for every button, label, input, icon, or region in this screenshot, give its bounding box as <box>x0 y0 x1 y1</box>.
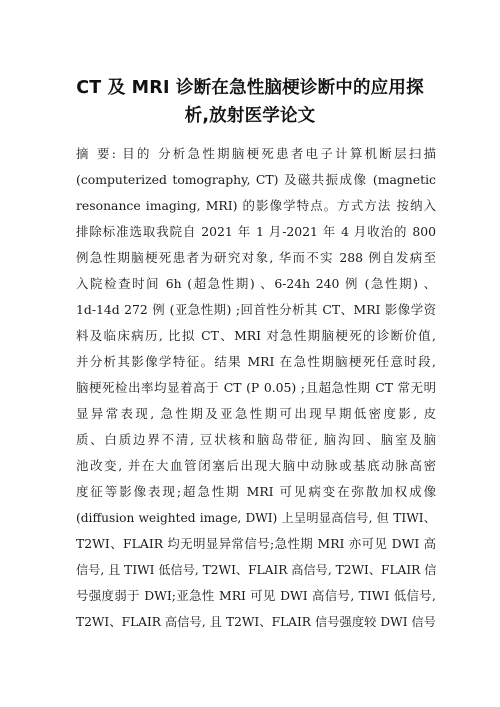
abstract-line-17: 信号, 且 TIWI 低信号, T2WI、FLAIR 高信号, T2WI、FLAIR 信 <box>76 563 437 577</box>
document-title-line-2: 析,放射医学论文 <box>184 106 316 126</box>
abstract-line-5: 例急性期脑梗死患者为研究对象, 华而不实 288 例自发病至 <box>76 250 436 265</box>
abstract-line-15: (diffusion weighted image, DWI) 上呈明显高信号, 但 TIWI、 <box>76 511 436 525</box>
abstract-line-19: T2WI、FLAIR 高信号, 且 T2WI、FLAIR 信号强度较 DWI 信号 <box>76 615 436 629</box>
abstract-line-2: (computerized tomography, CT) 及磁共振成像 (magnetic <box>76 172 436 187</box>
abstract-line-11: 显异常表现, 急性期及亚急性期可出现早期低密度影, 皮 <box>76 406 436 421</box>
abstract-line-16: T2WI、FLAIR 均无明显异常信号;急性期 MRI 亦可见 DWI 高 <box>76 536 436 551</box>
abstract-line-9: 并分析其影像学特征。结果 MRI 在急性期脑梗死任意时段, <box>76 354 436 369</box>
abstract-line-4: 排除标准选取我院自 2021 年 1 月-2021 年 4 月收治的 800 <box>76 224 436 239</box>
abstract-line-10: 脑梗死检出率均显着高于 CT (P 0.05) ;且超急性期 CT 常无明 <box>76 380 436 395</box>
abstract-line-6: 入院检查时间 6h (超急性期) 、6-24h 240 例 (急性期) 、 <box>76 276 436 291</box>
abstract-line-7: 1d-14d 272 例 (亚急性期) ;回首性分析其 CT、MRI 影像学资 <box>76 302 436 317</box>
document-title-line-1: CT 及 MRI 诊断在急性脑梗诊断中的应用探 <box>76 78 424 98</box>
abstract-line-1: 摘 要: 目的 分析急性期脑梗死患者电子计算机断层扫描 <box>76 146 436 161</box>
abstract-line-18: 号强度弱于 DWI;亚急性 MRI 可见 DWI 高信号, TIWI 低信号, <box>76 588 436 603</box>
abstract-line-12: 质、白质边界不清, 豆状核和脑岛带征, 脑沟回、脑室及脑 <box>76 432 436 447</box>
abstract-line-8: 料及临床病历, 比拟 CT、MRI 对急性期脑梗死的诊断价值, <box>76 328 436 343</box>
abstract-line-14: 度征等影像表现;超急性期 MRI 可见病变在弥散加权成像 <box>76 484 436 499</box>
abstract-line-3: resonance imaging, MRI) 的影像学特点。方式方法 按纳入 <box>76 198 436 213</box>
abstract-line-13: 池改变, 并在大血管闭塞后出现大脑中动脉或基底动脉高密 <box>76 458 436 473</box>
